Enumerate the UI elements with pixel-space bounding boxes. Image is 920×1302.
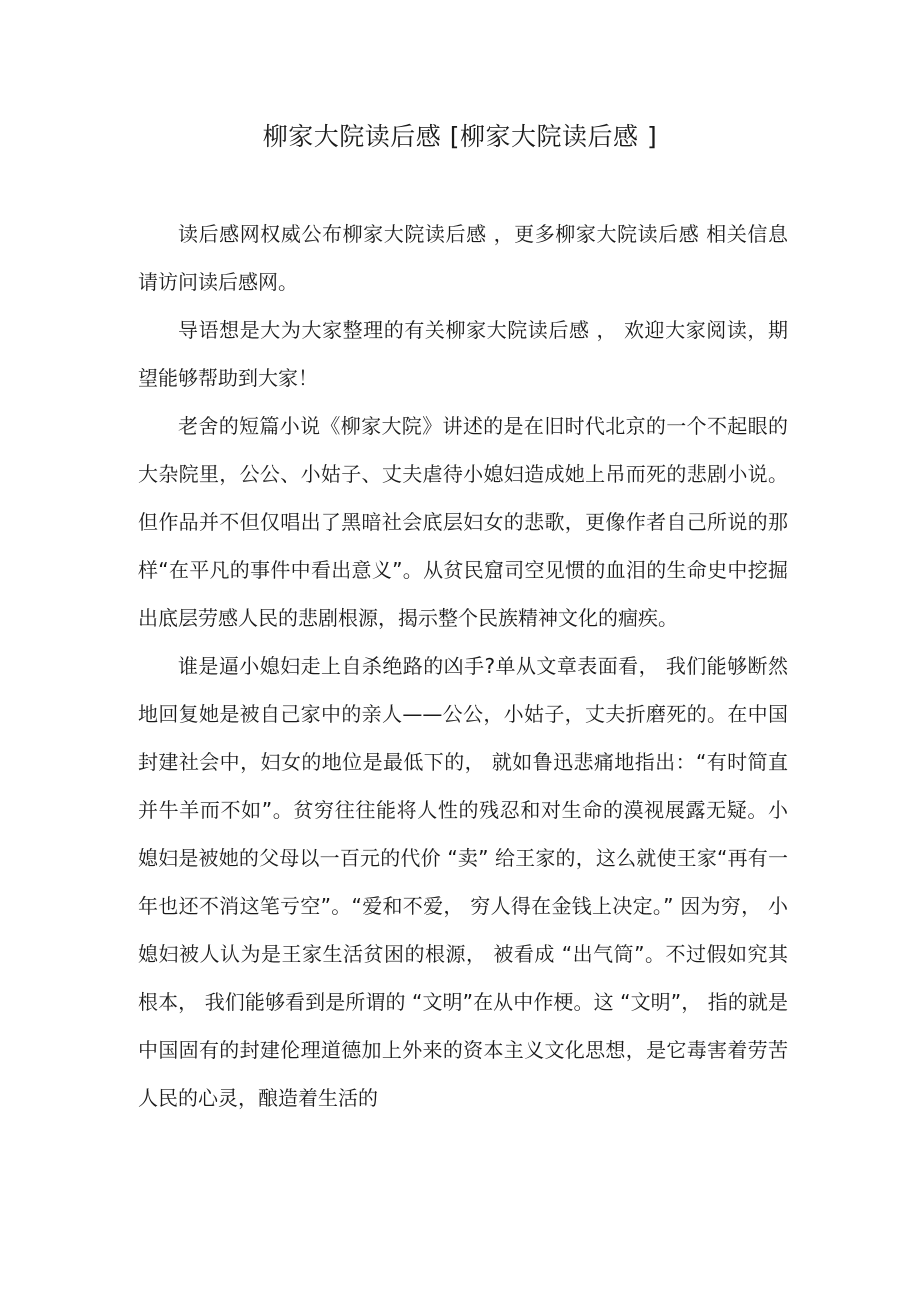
paragraph-analysis: 谁是逼小媳妇走上自杀绝路的凶手?单从文章表面看， 我们能够断然地回复她是被自己家中的亲人——公公，小姑子，丈夫折磨死的。在中国封建社会中，妇女的地位是最低下的， 就如鲁迅悲痛地指出：“有时简直并牛羊而不如”。贫穷往往能将人性的残忍和对生命的漠视展露无疑。小媳妇是被她的父母以一百元的代价 “卖” 给王家的，这么就使王家“再有一年也还不消这笔亏空”。“爱和不爱， 穷人得在金钱上决定。” 因为穷， 小媳妇被人认为是王家生活贫困的根源， 被看成 “出气筒”。不过假如究其根本， 我们能够看到是所谓的 “文明”在从中作梗。这 “文明”， 指的就是中国固有的封建伦理道德加上外来的资本主义文化思想，是它毒害着劳苦人民的心灵，酿造着生活的 (138, 654, 788, 1110)
paragraph-intro: 读后感网权威公布柳家大院读后感 ，更多柳家大院读后感 相关信息请访问读后感网。 (138, 222, 788, 294)
document-body (138, 210, 788, 1122)
paragraph-summary: 老舍的短篇小说《柳家大院》讲述的是在旧时代北京的一个不起眼的大杂院里，公公、小姑子、丈夫虐待小媳妇造成她上吊而死的悲剧小说。但作品并不但仅唱出了黑暗社会底层妇女的悲歌，更像作者自己所说的那样“在平凡的事件中看出意义”。从贫民窟司空见惯的血泪的生命史中挖掘出底层劳感人民的悲剧根源，揭示整个民族精神文化的痼疾。 (138, 414, 788, 630)
paragraph-lead: 导语想是大为大家整理的有关柳家大院读后感 ， 欢迎大家阅读，期望能够帮助到大家！ (138, 318, 788, 390)
document-title: 柳家大院读后感 [柳家大院读后感 ] (262, 122, 658, 151)
